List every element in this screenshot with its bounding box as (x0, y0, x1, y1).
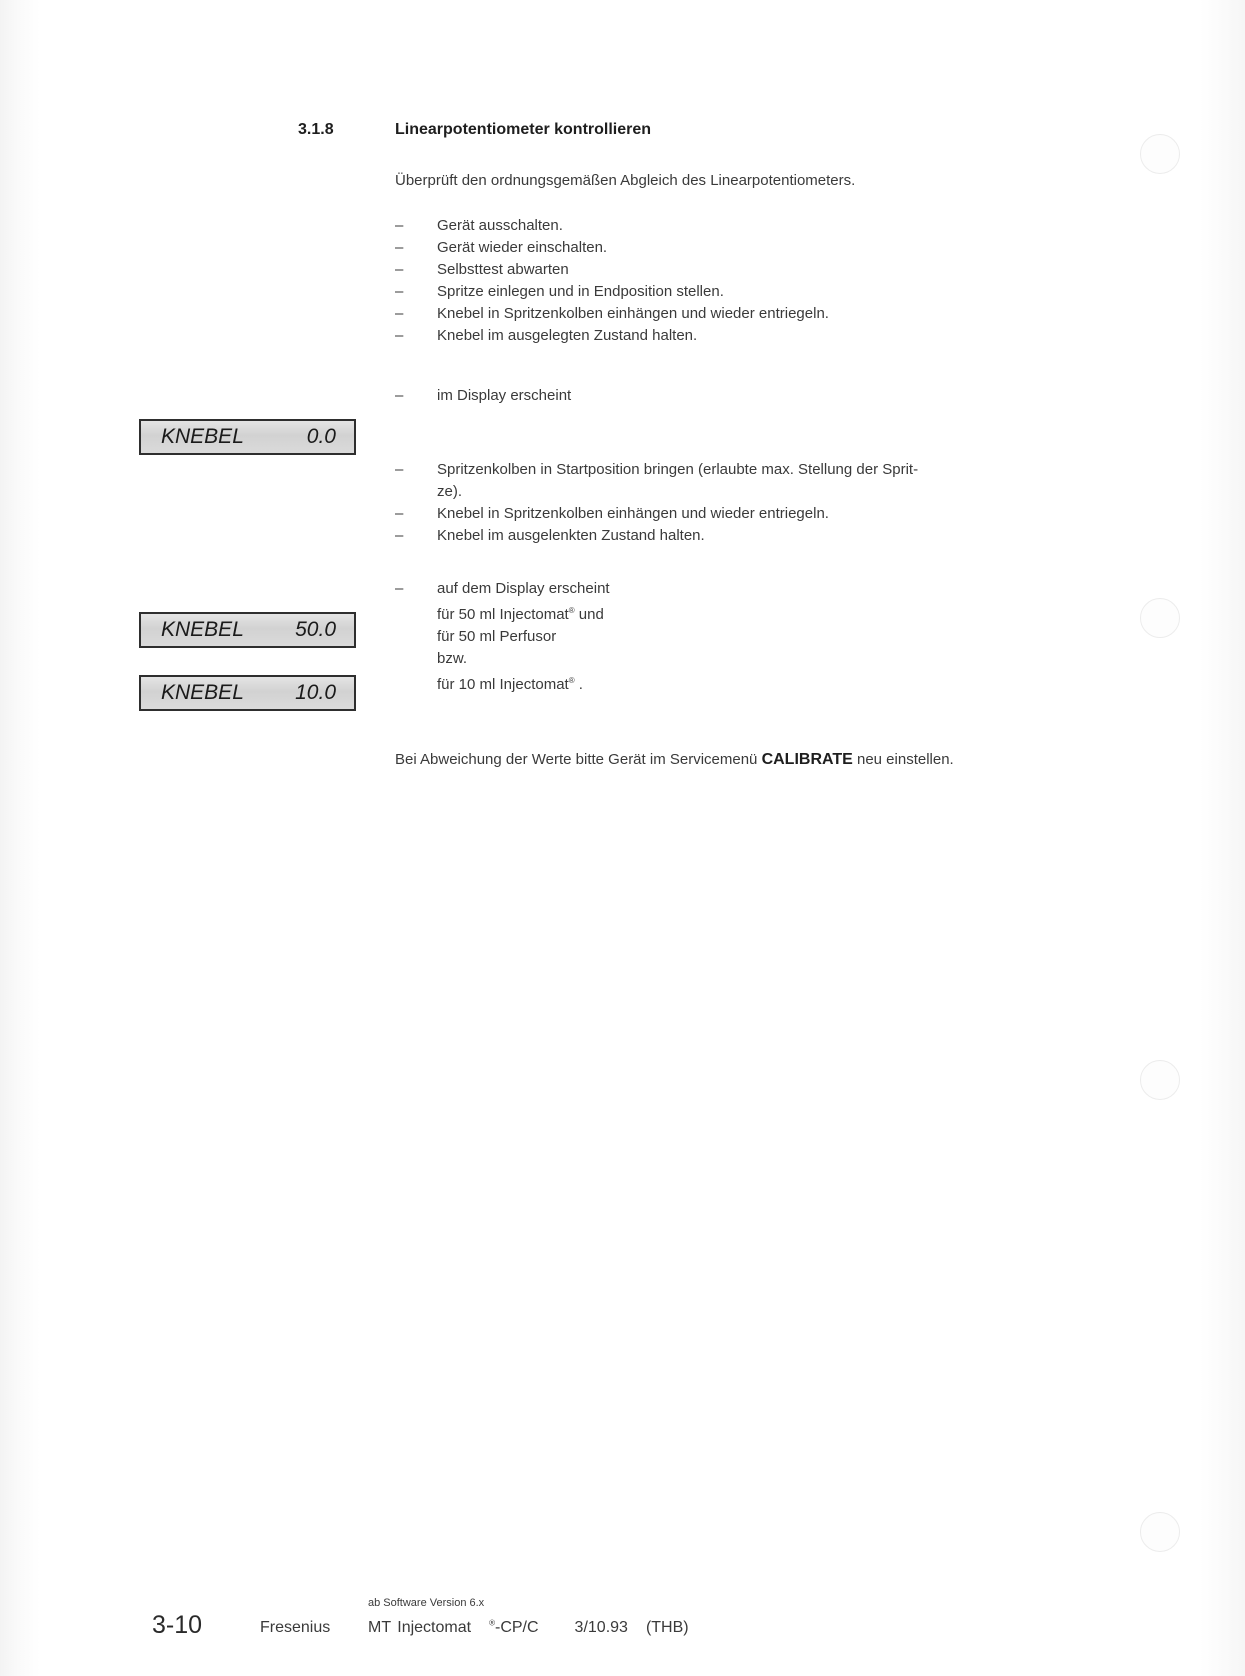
footer-author: (THB) (645, 1619, 689, 1637)
list-item: – im Display erscheint (395, 385, 1095, 407)
list-item: – Spritze einlegen und in Endposition stellen. (395, 281, 1095, 303)
footer-product: MT Injectomat ®-CP/C (368, 1619, 539, 1637)
dash-bullet: – (395, 387, 404, 404)
dash-bullet: – (395, 527, 404, 544)
lcd-label: KNEBEL (161, 681, 244, 704)
syringe-50ml-injectomat: für 50 ml Injectomat® und (437, 606, 604, 623)
calibrate-keyword: CALIBRATE (761, 751, 853, 768)
section-title: Linearpotentiometer kontrollieren (395, 121, 652, 138)
list-item: – Gerät ausschalten. (395, 215, 1095, 237)
punch-hole-icon (1140, 134, 1180, 174)
lcd-value: 50.0 (295, 618, 336, 641)
dash-bullet: – (395, 505, 404, 522)
punch-hole-icon (1140, 1060, 1180, 1100)
punch-hole-icon (1140, 1512, 1180, 1552)
dash-bullet: – (395, 261, 404, 278)
footer-date: 3/10.93 (574, 1619, 628, 1637)
list-item: – Selbsttest abwarten (395, 259, 1095, 281)
lcd-value: 10.0 (295, 681, 336, 704)
section-intro: Überprüft den ordnungsgemäßen Abgleich des Linearpotentiometers. (395, 172, 856, 189)
lcd-value: 0.0 (306, 425, 336, 448)
footer-software-version: ab Software Version 6.x (368, 1597, 485, 1609)
dash-bullet: – (395, 305, 404, 322)
list-item: – Knebel im ausgelenkten Zustand halten. (395, 525, 1095, 547)
step-list-display-check (395, 385, 1095, 407)
lcd-label: KNEBEL (161, 618, 244, 641)
list-item: – Spritzenkolben in Startposition bringen (erlaubte max. Stellung der Sprit- ze). (395, 461, 919, 500)
punch-hole-icon (1140, 598, 1180, 638)
section-number: 3.1.8 (298, 121, 334, 138)
list-item: – auf dem Display erscheint für 50 ml Injectomat® und für 50 ml Perfusor bzw. für 10 ml Injectomat® . (395, 578, 1095, 696)
syringe-10ml-injectomat: für 10 ml Injectomat® . (437, 676, 583, 693)
dash-bullet: – (395, 283, 404, 300)
list-item: – Knebel in Spritzenkolben einhängen und wieder entriegeln. (395, 503, 1095, 525)
step-list-power-cycle (395, 215, 1095, 347)
list-item: – Gerät wieder einschalten. (395, 237, 1095, 259)
lcd-display-knebel-0 (139, 419, 356, 455)
dash-bullet: – (395, 239, 404, 256)
lcd-label: KNEBEL (161, 425, 244, 448)
step-list-display-values (395, 578, 1095, 696)
calibration-note: Bei Abweichung der Werte bitte Gerät im Servicemenü CALIBRATE neu einstellen. (395, 751, 954, 768)
dash-bullet: – (395, 217, 404, 234)
syringe-50ml-perfusor: für 50 ml Perfusor (437, 628, 557, 645)
dash-bullet: – (395, 327, 404, 344)
list-item: – Knebel im ausgelegten Zustand halten. (395, 325, 1095, 347)
page-number: 3-10 (152, 1611, 203, 1639)
step-list-start-position (395, 459, 1095, 547)
dash-bullet: – (395, 461, 404, 478)
footer-company: Fresenius (260, 1619, 331, 1636)
lcd-display-knebel-10 (139, 675, 356, 711)
lcd-display-knebel-50 (139, 612, 356, 648)
footer-product-line (368, 1619, 707, 1637)
dash-bullet: – (395, 580, 404, 597)
list-item: – Knebel in Spritzenkolben einhängen und wieder entriegeln. (395, 303, 1095, 325)
conjunction-text: bzw. (437, 650, 468, 667)
